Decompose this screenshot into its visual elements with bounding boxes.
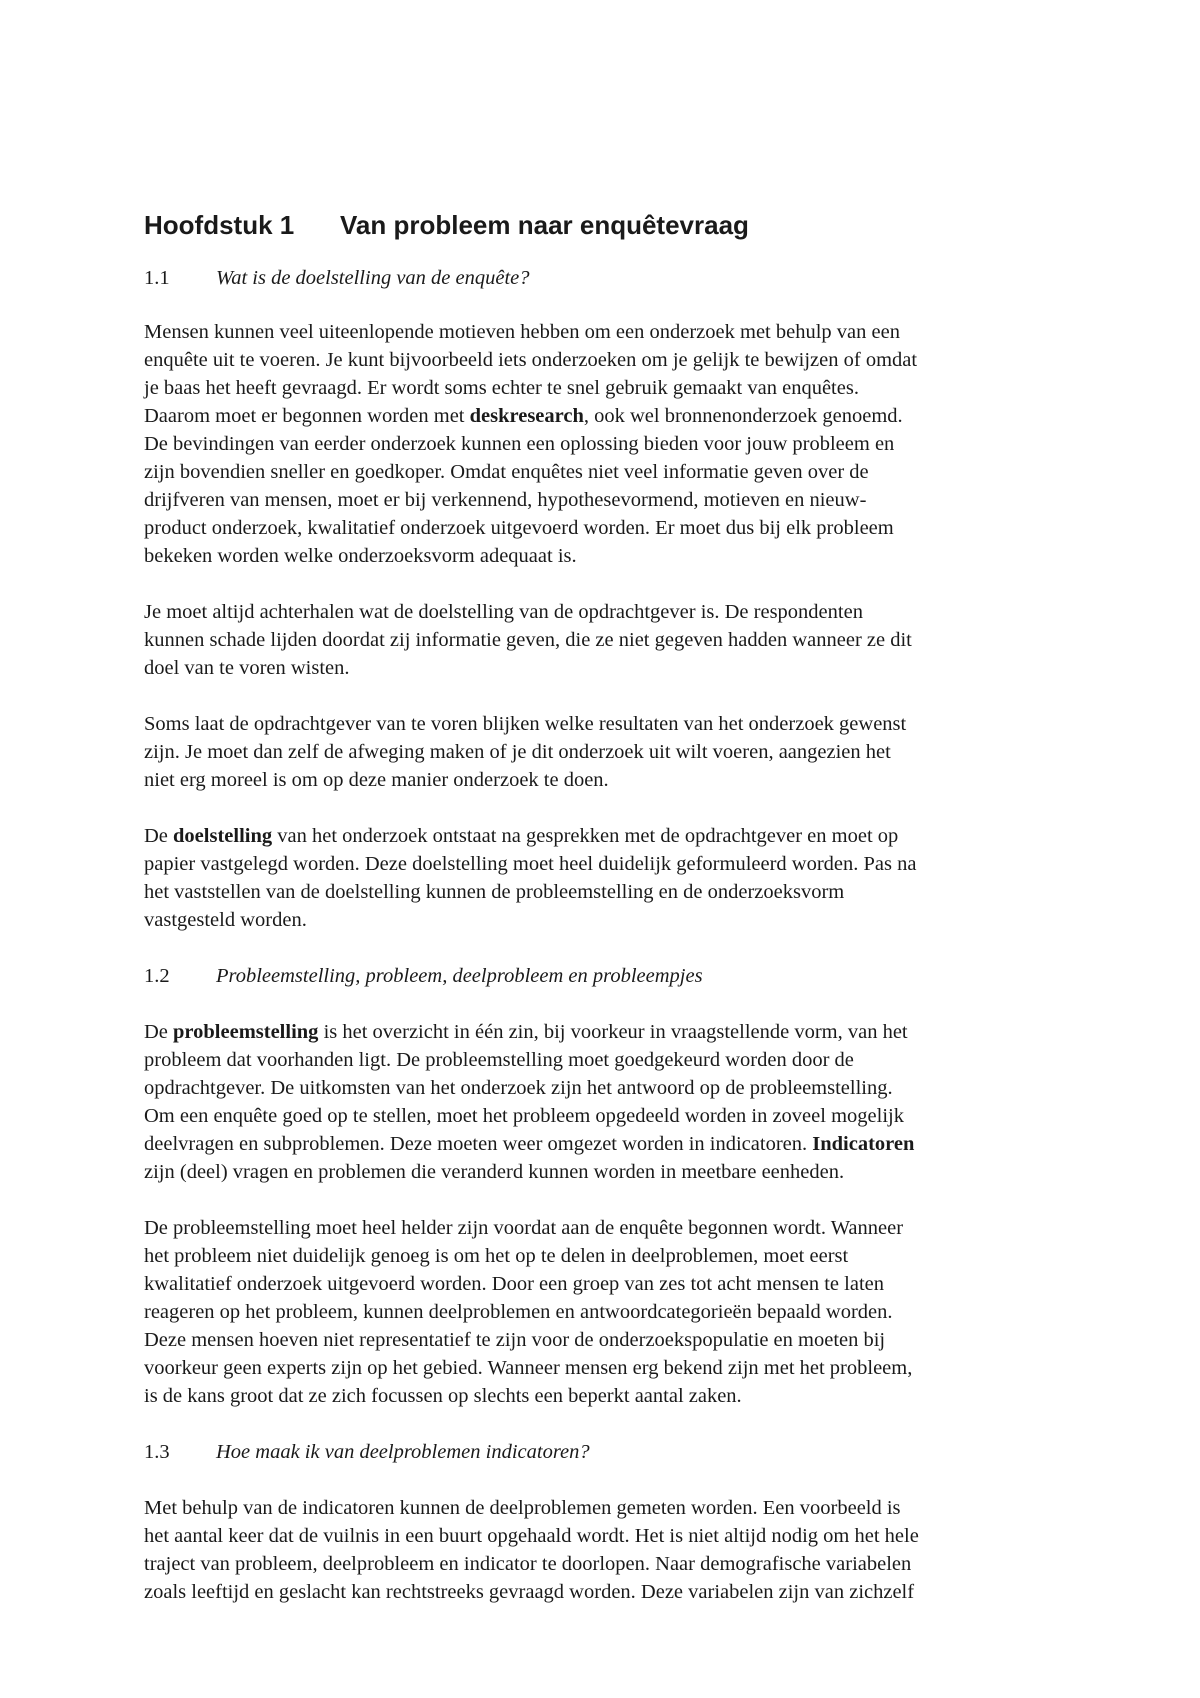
paragraph bbox=[144, 822, 1074, 934]
chapter-heading bbox=[144, 209, 749, 241]
text-line: De probleemstelling is het overzicht in één zin, bij voorkeur in vraagstellende vorm, van het bbox=[144, 1021, 908, 1043]
text-line: De doelstelling van het onderzoek ontstaat na gesprekken met de opdrachtgever en moet op bbox=[144, 825, 899, 847]
text-line: Mensen kunnen veel uiteenlopende motieven hebben om een onderzoek met behulp van een bbox=[144, 321, 900, 343]
text-line: zijn bovendien sneller en goedkoper. Omdat enquêtes niet veel informatie geven over de bbox=[144, 461, 869, 483]
text-line: het vaststellen van de doelstelling kunnen de probleemstelling en de onderzoeksvorm bbox=[144, 881, 845, 903]
text-line: is de kans groot dat ze zich focussen op slechts een beperkt aantal zaken. bbox=[144, 1385, 742, 1407]
text-line: het aantal keer dat de vuilnis in een buurt opgehaald wordt. Het is niet altijd nodig om het hele bbox=[144, 1525, 919, 1547]
text-line: deelvragen en subproblemen. Deze moeten weer omgezet worden in indicatoren. Indicatoren bbox=[144, 1133, 915, 1155]
text-line: kunnen schade lijden doordat zij informatie geven, die ze niet gegeven hadden wanneer ze dit bbox=[144, 629, 912, 651]
text-line: enquête uit te voeren. Je kunt bijvoorbeeld iets onderzoeken om je gelijk te bewijzen of omdat bbox=[144, 349, 918, 371]
text-line: papier vastgelegd worden. Deze doelstelling moet heel duidelijk geformuleerd worden. Pas na bbox=[144, 853, 917, 875]
section-title: Hoe maak ik van deelproblemen indicatoren? bbox=[216, 1441, 590, 1463]
paragraph bbox=[144, 710, 1074, 794]
text-line: traject van probleem, deelprobleem en indicator te doorlopen. Naar demografische variabelen bbox=[144, 1553, 912, 1575]
text-line: De bevindingen van eerder onderzoek kunnen een oplossing bieden voor jouw probleem en bbox=[144, 433, 895, 455]
section-heading-1-3 bbox=[144, 1438, 590, 1466]
section-heading-1-2 bbox=[144, 962, 703, 990]
section-number: 1.2 bbox=[144, 965, 170, 987]
paragraph bbox=[144, 1214, 1074, 1410]
text-line: kwalitatief onderzoek uitgevoerd worden. Door een groep van zes tot acht mensen te laten bbox=[144, 1273, 884, 1295]
text-line: voorkeur geen experts zijn op het gebied. Wanneer mensen erg bekend zijn met het probleem, bbox=[144, 1357, 913, 1379]
text-line: Soms laat de opdrachtgever van te voren blijken welke resultaten van het onderzoek gewenst bbox=[144, 713, 907, 735]
text-line: De probleemstelling moet heel helder zijn voordat aan de enquête begonnen wordt. Wanneer bbox=[144, 1217, 904, 1239]
text-line: het probleem niet duidelijk genoeg is om het op te delen in deelproblemen, moet eerst bbox=[144, 1245, 849, 1267]
text-line: zoals leeftijd en geslacht kan rechtstreeks gevraagd worden. Deze variabelen zijn van zichzelf bbox=[144, 1581, 915, 1603]
text-line: Om een enquête goed op te stellen, moet het probleem opgedeeld worden in zoveel mogelijk bbox=[144, 1105, 904, 1127]
text-line: je baas het heeft gevraagd. Er wordt soms echter te snel gebruik gemaakt van enquêtes. bbox=[144, 377, 859, 399]
text-line: Met behulp van de indicatoren kunnen de deelproblemen gemeten worden. Een voorbeeld is bbox=[144, 1497, 901, 1519]
section-number: 1.3 bbox=[144, 1441, 170, 1463]
text-line: Deze mensen hoeven niet representatief te zijn voor de onderzoekspopulatie en moeten bij bbox=[144, 1329, 886, 1351]
text-line: opdrachtgever. De uitkomsten van het onderzoek zijn het antwoord op de probleemstelling. bbox=[144, 1077, 893, 1099]
paragraph bbox=[144, 598, 1074, 682]
text-line: probleem dat voorhanden ligt. De probleemstelling moet goedgekeurd worden door de bbox=[144, 1049, 854, 1071]
text-line: bekeken worden welke onderzoeksvorm adequaat is. bbox=[144, 545, 577, 567]
section-title: Probleemstelling, probleem, deelprobleem en probleempjes bbox=[216, 965, 703, 987]
paragraph bbox=[144, 1494, 1074, 1606]
chapter-number: Hoofdstuk 1 bbox=[144, 210, 295, 240]
key-term: Indicatoren bbox=[812, 1133, 915, 1155]
text-line: Je moet altijd achterhalen wat de doelstelling van de opdrachtgever is. De respondenten bbox=[144, 601, 863, 623]
text-line: zijn. Je moet dan zelf de afweging maken of je dit onderzoek uit wilt voeren, aangezien het bbox=[144, 741, 891, 763]
text-line: Daarom moet er begonnen worden met deskresearch, ook wel bronnenonderzoek genoemd. bbox=[144, 405, 903, 427]
chapter-title: Van probleem naar enquêtevraag bbox=[340, 210, 749, 240]
key-term: doelstelling bbox=[173, 825, 273, 847]
section-title: Wat is de doelstelling van de enquête? bbox=[216, 267, 530, 289]
text-line: zijn (deel) vragen en problemen die veranderd kunnen worden in meetbare eenheden. bbox=[144, 1161, 845, 1183]
text-line: niet erg moreel is om op deze manier onderzoek te doen. bbox=[144, 769, 609, 791]
text-line: reageren op het probleem, kunnen deelproblemen en antwoordcategorieën bepaald worden. bbox=[144, 1301, 893, 1323]
key-term: probleemstelling bbox=[173, 1021, 319, 1043]
section-number: 1.1 bbox=[144, 267, 170, 289]
text-line: drijfveren van mensen, moet er bij verkennend, hypothesevormend, motieven en nieuw- bbox=[144, 489, 867, 511]
paragraph bbox=[144, 1018, 1074, 1186]
section-heading-1-1 bbox=[144, 264, 530, 292]
text-line: doel van te voren wisten. bbox=[144, 657, 350, 679]
text-line: product onderzoek, kwalitatief onderzoek uitgevoerd worden. Er moet dus bij elk probleem bbox=[144, 517, 894, 539]
paragraph bbox=[144, 318, 1074, 570]
text-line: vastgesteld worden. bbox=[144, 909, 307, 931]
key-term: deskresearch bbox=[469, 405, 584, 427]
